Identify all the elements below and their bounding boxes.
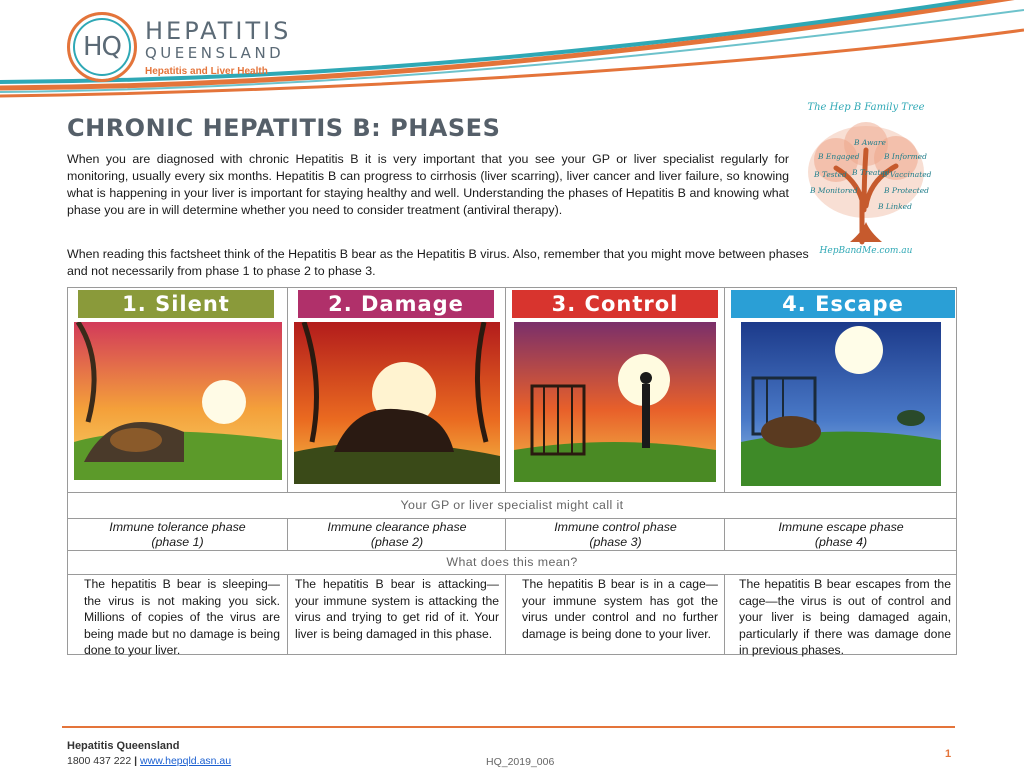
footer-doc-code: HQ_2019_006 [486,756,555,768]
tree-leaf: B Engaged [818,152,860,161]
phase-2-name-cell [287,519,505,550]
phase-3-name-line-1: Immune control phase [554,520,677,534]
phase-1-name-line-2: (phase 1) [151,535,204,549]
phase-4-illustration [741,322,941,486]
logo-tagline: Hepatitis and Liver Health [145,65,268,77]
intro-paragraph-2: When reading this factsheet think of the Hepatitis B bear as the Hepatitis B virus. Also, remember that you might move between phases and not necessarily from phase 1 to phase 2 to phase 3. [67,247,809,278]
phase-1-cell [68,288,287,492]
meaning-label-row [68,550,956,574]
family-tree-url: HepBandMe.com.au [819,246,913,256]
phase-2-description: The hepatitis B bear is attacking—your immune system is attacking the virus and trying to get rid of it. Your liver is being damaged in this phase. [295,577,499,641]
footer-contact [67,755,231,767]
phase-2-name-line-2: (phase 2) [370,535,424,549]
gp-label-row [68,492,956,518]
logo-mark [67,12,137,82]
phase-3-name-line-2: (phase 3) [589,535,642,549]
page-title: CHRONIC HEPATITIS B: PHASES [67,114,501,142]
footer-phone: 1800 437 222 [67,755,132,767]
phase-3-illustration [514,322,716,482]
page-header [0,0,1024,100]
phase-3-name [506,520,725,550]
phase-1-description: The hepatitis B bear is sleeping—the virus is not making you sick. Millions of copies of the virus are being made but no damage is being done to your liver. [84,577,280,657]
phases-table [67,287,957,655]
family-tree-title: The Hep B Family Tree [807,102,925,113]
phase-1-name-line-1: Immune tolerance phase [109,520,246,534]
phase-4-description: The hepatitis B bear escapes from the cage—the virus is out of control and your liver is being damaged again, particularly if there was damage done in previous phases. [739,577,951,657]
footer-org-name: Hepatitis Queensland [67,740,180,752]
illustration-row [68,288,956,492]
phase-3-cell [505,288,724,492]
tree-leaf: B Linked [878,202,912,211]
phase-4-heading: 4. Escape [731,290,955,318]
phase-1-name-cell [68,519,287,550]
tree-leaf: B Informed [884,152,927,161]
intro-paragraph: When you are diagnosed with chronic Hepatitis B it is very important that you see your GP or liver specialist regularly for monitoring, usually every six months. Hepatitis B can progress to cirrhosis (liver scarring), liver cancer and liver failure, so knowing what is happening in your liver is important for staying healthy and well. Understanding the phases of Hepatitis B and knowing what phase you are in will determine whether you need to consider treatment (antiviral therapy). [67,152,789,217]
family-tree-badge [796,96,936,266]
phase-2-cell [287,288,505,492]
phase-4-name-line-2: (phase 4) [814,535,868,549]
phase-2-name-line-1: Immune clearance phase [327,520,467,534]
tree-illustration [796,110,936,260]
phase-1-heading: 1. Silent [78,290,274,318]
descriptions-row [68,574,956,657]
phase-1-name [68,520,287,550]
phase-4-name-cell [724,519,956,550]
phase-3-name-cell [505,519,724,550]
tree-leaf: B Monitored [810,186,858,195]
tree-leaf: B Treated [852,168,890,177]
phase-4-name-line-1: Immune escape phase [778,520,904,534]
logo-wordmark [145,18,291,77]
phase-2-name [288,520,506,550]
phase-4-cell [724,288,956,492]
phase-1-illustration [74,322,282,480]
phase-3-desc-cell [505,575,724,654]
phase-2-illustration [294,322,500,484]
tree-leaf: B Tested [814,170,847,179]
phase-names-row [68,518,956,550]
tree-leaf: B Aware [854,138,886,147]
logo-line-2: QUEENSLAND [145,43,285,62]
tree-leaf: B Vaccinated [882,170,932,179]
tree-leaf: B Protected [884,186,929,195]
footer-website-link[interactable]: www.hepqld.asn.au [140,755,232,767]
footer-separator: | [134,755,138,767]
phase-2-heading: 2. Damage [298,290,494,318]
logo-line-1: HEPATITIS [145,16,292,45]
hepatitis-queensland-logo [67,12,291,82]
phase-4-name [725,520,957,550]
gp-label: Your GP or liver specialist might call it [400,498,624,512]
phase-1-desc-cell [68,575,287,657]
footer-divider [62,726,955,728]
page-number: 1 [945,748,952,760]
meaning-label: What does this mean? [446,555,578,569]
phase-2-desc-cell [287,575,505,654]
phase-4-desc-cell [724,575,956,657]
logo-mark-text: HQ [82,32,121,62]
phase-3-heading: 3. Control [512,290,718,318]
phase-3-description: The hepatitis B bear is in a cage—your immune system has got the virus under control and no further damage is being done to your liver. [522,577,718,641]
